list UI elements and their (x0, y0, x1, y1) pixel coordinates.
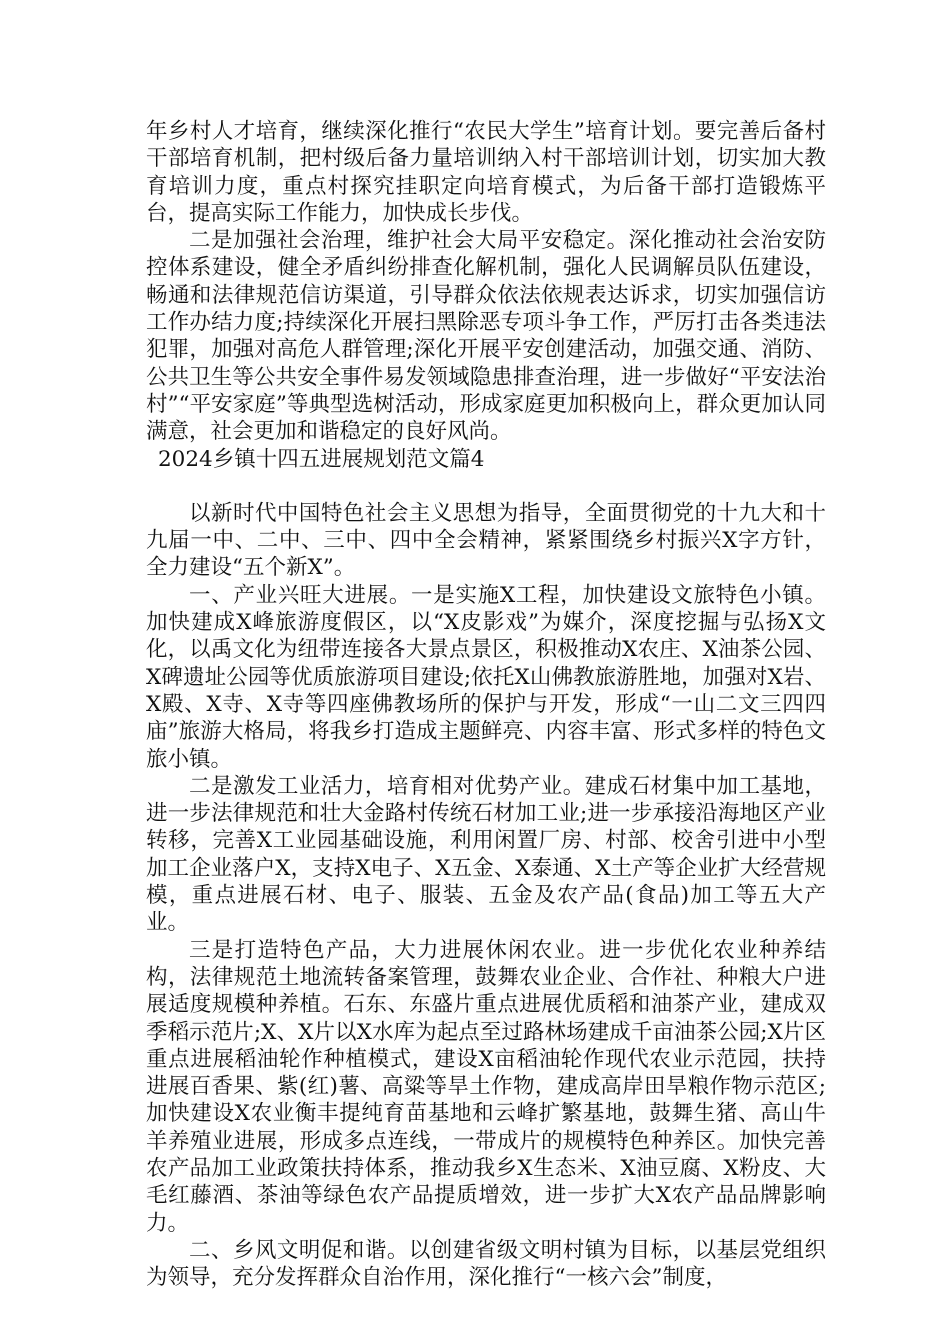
paragraph-talent-cultivation: 年乡村人才培育，继续深化推行“农民大学生”培育计划。要完善后备村干部培育机制，把村级后备力量培训纳入村干部培训计划，切实加大教育培训力度，重点村探究挂职定向培育模式，为后备干部打造锻炼平台，提高实际工作能力，加快成长步伐。 (146, 119, 826, 226)
paragraph-agriculture: 三是打造特色产品，大力进展休闲农业。进一步优化农业种养结构，法律规范土地流转备案管理，鼓舞农业企业、合作社、种粮大户进展适度规模种养植。石东、东盛片重点进展优质稻和油茶产业，建成双季稻示范片;X、X片以X水库为起点至过路林场建成千亩油茶公园;X片区重点进展稻油轮作种植模式，建设X亩稻油轮作现代农业示范园，扶持进展百香果、紫(红)薯、高粱等旱土作物，建成高岸田旱粮作物示范区;加快建设X农业衡丰提纯育苗基地和云峰扩繁基地，鼓舞生猪、高山牛羊养殖业进展，形成多点连线，一带成片的规模特色种养区。加快完善农产品加工业政策扶持体系，推动我乡X生态米、X油豆腐、X粉皮、大毛红藤酒、茶油等绿色农产品提质增效，进一步扩大X农产品品牌影响力。 (146, 937, 826, 1236)
blank-line (146, 473, 826, 500)
paragraph-guiding-thought: 以新时代中国特色社会主义思想为指导，全面贯彻党的十九大和十九届一中、二中、三中、四中全会精神，紧紧围绕乡村振兴X字方针，全力建设“五个新X”。 (146, 500, 826, 581)
paragraph-industry-tourism: 一、产业兴旺大进展。一是实施X工程，加快建设文旅特色小镇。加快建成X峰旅游度假区，以“X皮影戏”为媒介，深度挖掘与弘扬X文化，以禹文化为纽带连接各大景点景区，积极推动X农庄、X油茶公园、X碑遗址公园等优质旅游项目建设;依托X山佛教旅游胜地，加强对X岩、X殿、X寺、X寺等四座佛教场所的保护与开发，形成“一山二文三四四庙”旅游大格局，将我乡打造成主题鲜亮、内容丰富、形式多样的特色文旅小镇。 (146, 582, 826, 772)
document-page (146, 118, 826, 1291)
paragraph-civilization: 二、乡风文明促和谐。以创建省级文明村镇为目标，以基层党组织为领导，充分发挥群众自治作用，深化推行“一核六会”制度， (146, 1237, 826, 1291)
paragraph-industry-manufacturing: 二是激发工业活力，培育相对优势产业。建成石材集中加工基地，进一步法律规范和壮大金路村传统石材加工业;进一步承接沿海地区产业转移，完善X工业园基础设施，利用闲置厂房、村部、校舍引进中小型加工企业落户X，支持X电子、X五金、X泰通、X土产等企业扩大经营规模，重点进展石材、电子、服装、五金及农产品(食品)加工等五大产业。 (146, 773, 826, 936)
section-heading: 2024乡镇十四五进展规划范文篇4 (158, 446, 485, 472)
paragraph-social-governance: 二是加强社会治理，维护社会大局平安稳定。深化推动社会治安防控体系建设，健全矛盾纠纷排查化解机制，强化人民调解员队伍建设，畅通和法律规范信访渠道，引导群众依法依规表达诉求，切实加强信访工作办结力度;持续深化开展扫黑除恶专项斗争工作，严厉打击各类违法犯罪，加强对高危人群管理;深化开展平安创建活动，加强交通、消防、公共卫生等公共安全事件易发领域隐患排查治理，进一步做好“平安法治村”“平安家庭”等典型选树活动，形成家庭更加积极向上，群众更加认同满意，社会更加和谐稳定的良好风尚。 (146, 228, 826, 445)
